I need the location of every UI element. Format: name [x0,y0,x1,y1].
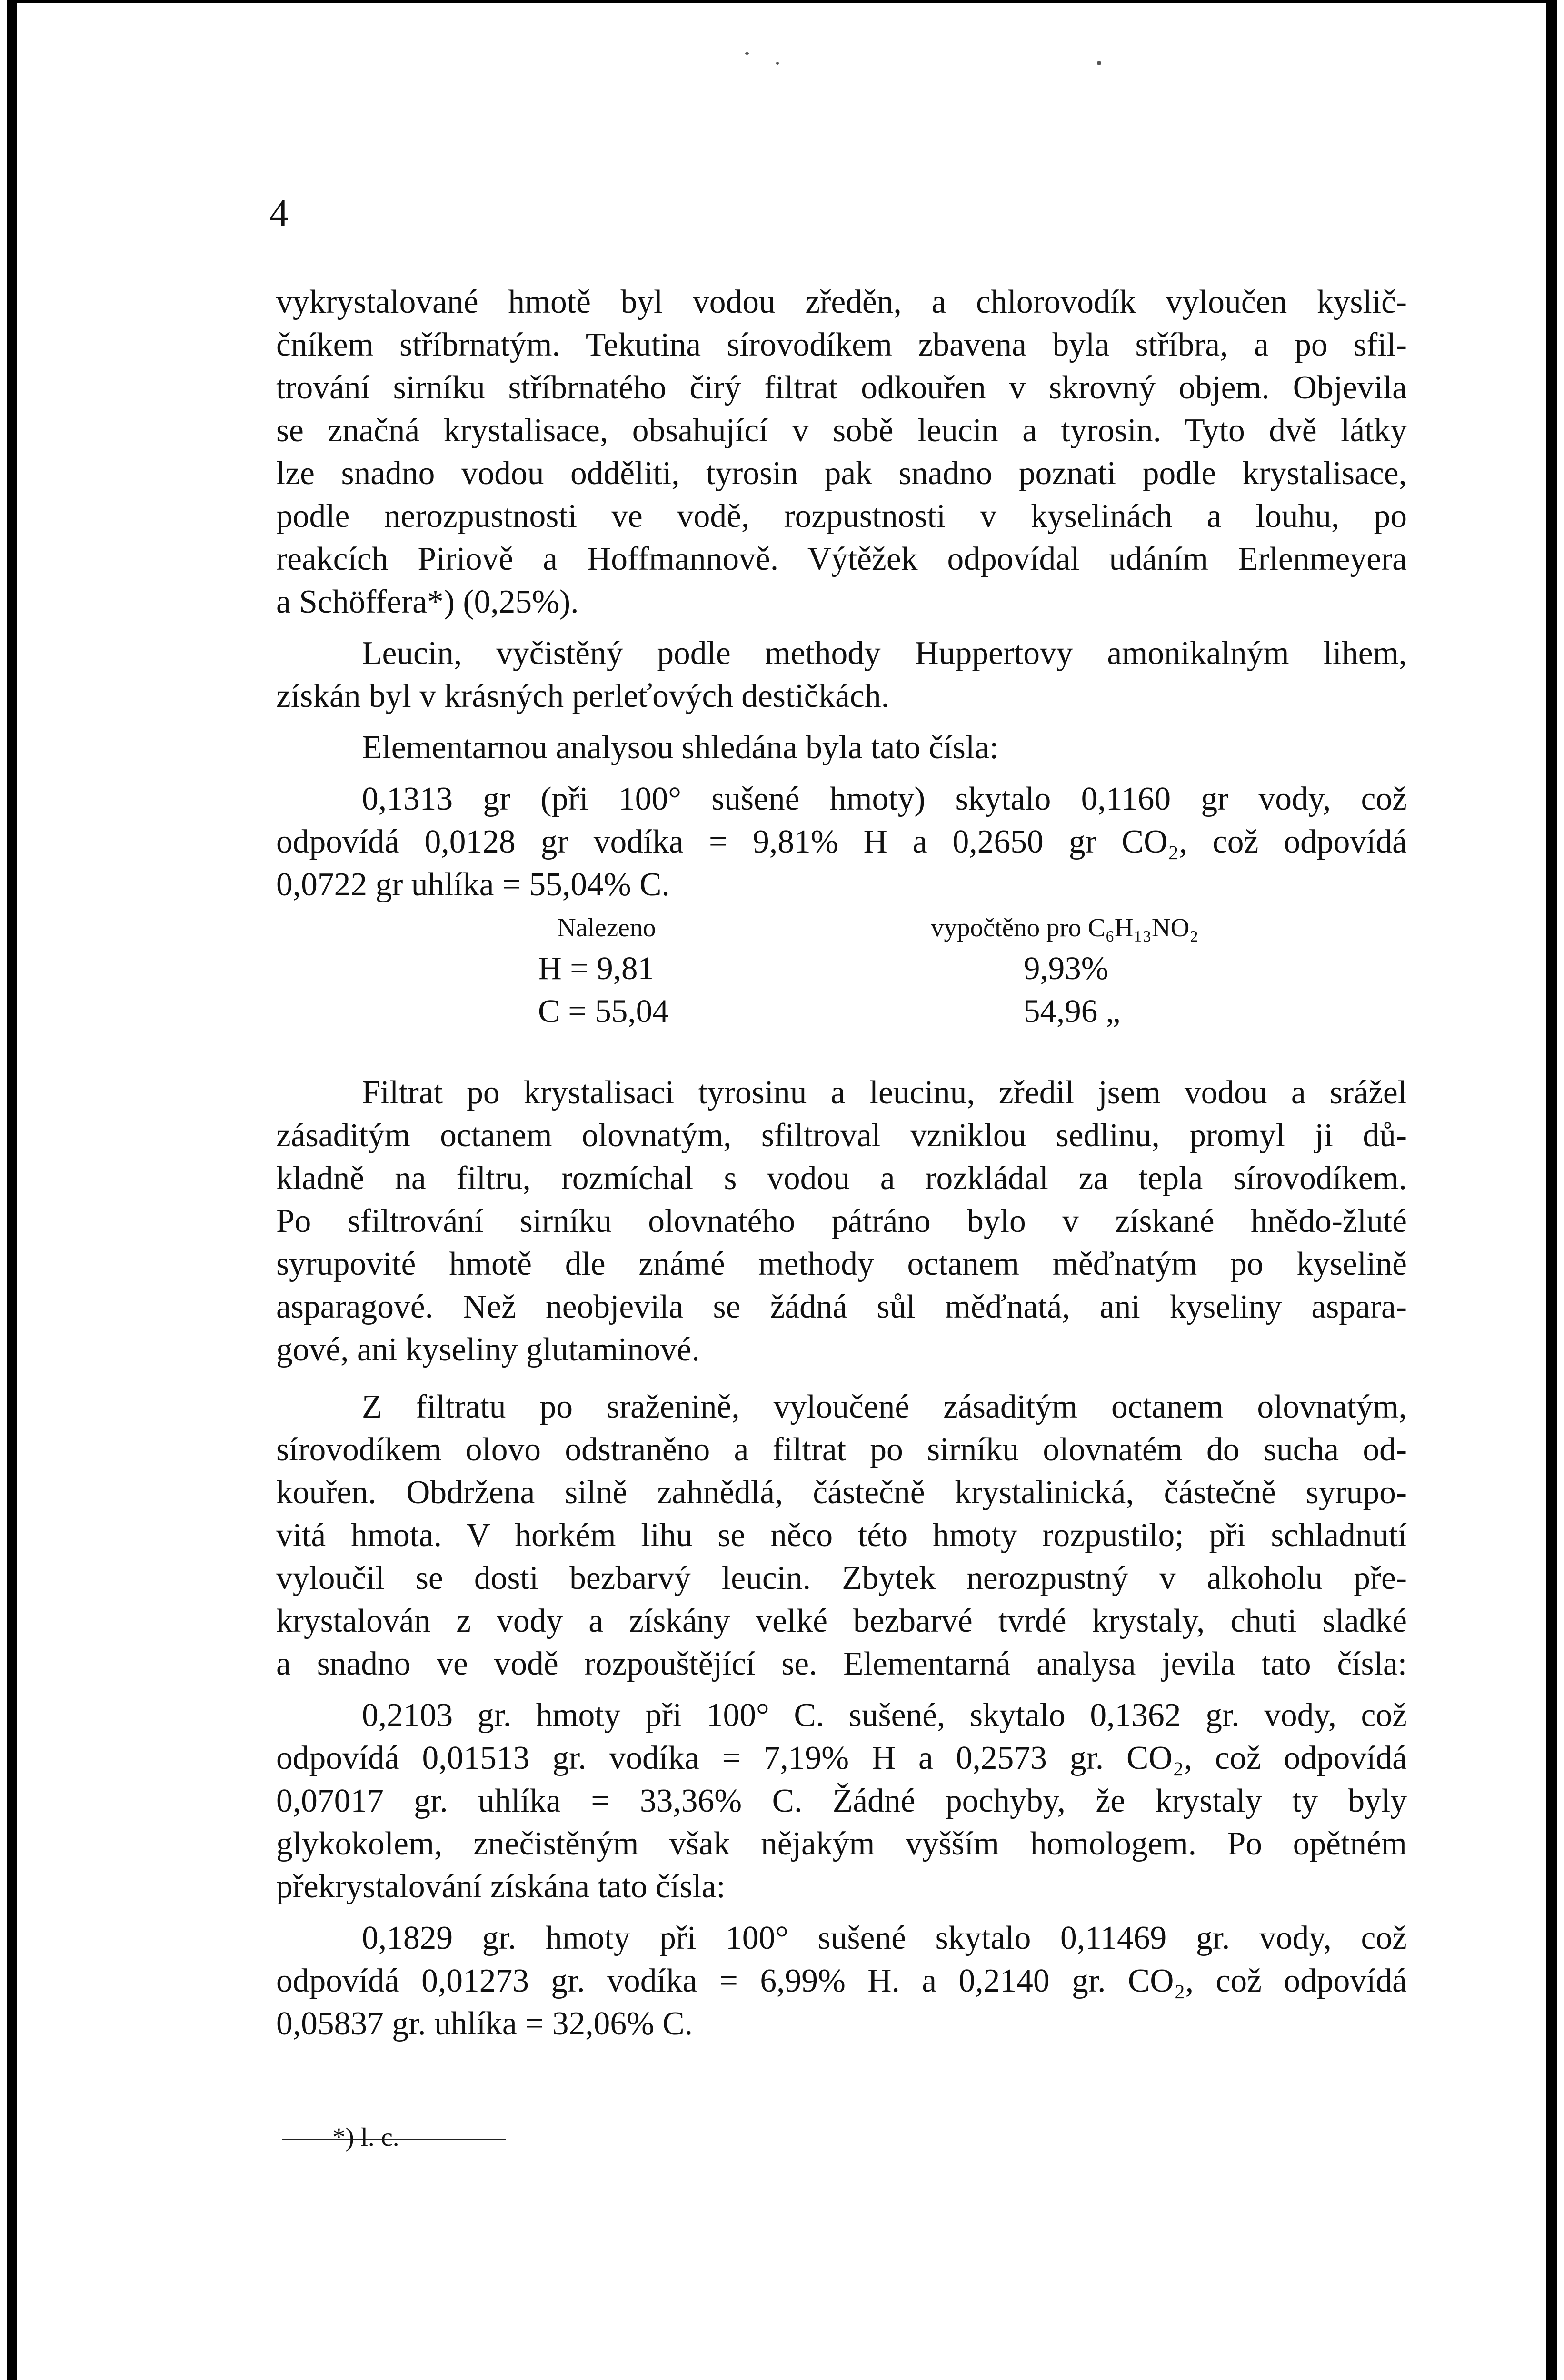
text-line: Elementarnou analysou shledána byla tato čísla: [362,729,999,766]
text-line: reakcích Piriově a Hoffmannově. Výtěžek odpovídal udáním Erlenmeyera [276,541,1407,577]
header-calculated: vypočtěno pro C₆H₁₃NO₂ [931,913,1199,942]
results-table [276,911,1407,1061]
text-line: odpovídá 0,01513 gr. vodíka = 7,19% H a 0,2573 gr. CO₂, což odpovídá [276,1740,1407,1776]
paragraph-8 [276,1917,1407,2045]
text-line: sírovodíkem olovo odstraněno a filtrat po sirníku olovnatém do sucha od- [276,1431,1407,1468]
text-line: vyloučil se dosti bezbarvý leucin. Zbytek nerozpustný v alkoholu pře- [276,1560,1407,1597]
text-line: 0,1829 gr. hmoty při 100° sušené skytalo 0,11469 gr. vody, což [362,1920,1407,1956]
text-line: čníkem stříbrnatým. Tekutina sírovodíkem zbavena byla stříbra, a po sfil- [276,327,1407,363]
text-line: 0,1313 gr (při 100° sušené hmoty) skytalo 0,1160 gr vody, což [362,781,1407,817]
paragraph-2 [276,632,1407,718]
text-line: asparagové. Než neobjevila se žádná sůl měďnatá, ani kyseliny aspara- [276,1289,1407,1325]
text-line: Po sfiltrování sirníku olovnatého pátráno bylo v získané hnědo-žluté [276,1203,1407,1240]
text-line: Z filtratu po sraženině, vyloučené zásaditým octanem olovnatým, [362,1388,1407,1425]
text-line: 0,07017 gr. uhlíka = 33,36% C. Žádné pochyby, že krystaly ty byly [276,1783,1407,1819]
text-line: odpovídá 0,01273 gr. vodíka = 6,99% H. a 0,2140 gr. CO₂, což odpovídá [276,1963,1407,1999]
text-line: Filtrat po krystalisaci tyrosinu a leucinu, zředil jsem vodou a srážel [362,1074,1407,1111]
footnote: *) l. c. [332,2122,399,2152]
paragraph-1 [276,281,1407,624]
text-line: syrupovité hmotě dle známé methody octanem měďnatým po kyselině [276,1246,1407,1282]
text-line: lze snadno vodou odděliti, tyrosin pak snadno poznati podle krystalisace, [276,455,1407,492]
document-body [276,281,1407,2045]
calc-carbon: 54,96 „ [1024,993,1121,1029]
text-line: se značná krystalisace, obsahující v sobě leucin a tyrosin. Tyto dvě látky [276,412,1407,449]
text-line: krystalován z vody a získány velké bezbarvé tvrdé krystaly, chuti sladké [276,1603,1407,1639]
paragraph-7 [276,1694,1407,1908]
header-found: Nalezeno [557,913,656,942]
found-carbon: C = 55,04 [538,993,669,1029]
paragraph-4 [276,778,1407,906]
text-line: odpovídá 0,0128 gr vodíka = 9,81% H a 0,2650 gr CO₂, což odpovídá [276,823,1407,860]
text-line: 0,05837 gr. uhlíka = 32,06% C. [276,2005,693,2042]
text-line: vykrystalované hmotě byl vodou zředěn, a chlorovodík vyloučen kyslič- [276,284,1407,320]
page-number: 4 [269,192,289,234]
text-line: zásaditým octanem olovnatým, sfiltroval vzniklou sedlinu, promyl ji dů- [276,1117,1407,1154]
paragraph-5 [276,1071,1407,1371]
text-line: glykokolem, znečistěným však nějakým vyšším homologem. Po opětném [276,1825,1407,1862]
text-line: a snadno ve vodě rozpouštějící se. Elementarná analysa jevila tato čísla: [276,1646,1407,1682]
paragraph-6 [276,1386,1407,1686]
text-line: a Schöffera*) (0,25%). [276,584,579,620]
text-line: Leucin, vyčistěný podle methody Huppertovy amonikalným lihem, [362,635,1407,672]
calc-hydrogen: 9,93% [1024,950,1109,986]
text-line: 0,0722 gr uhlíka = 55,04% C. [276,866,670,903]
text-line: kladně na filtru, rozmíchal s vodou a rozkládal za tepla sírovodíkem. [276,1160,1407,1197]
text-line: vitá hmota. V horkém lihu se něco této hmoty rozpustilo; při schladnutí [276,1517,1407,1554]
text-line: trování sirníku stříbrnatého čirý filtrat odkouřen v skrovný objem. Objevila [276,369,1407,406]
text-line: podle nerozpustnosti ve vodě, rozpustnosti v kyselinách a louhu, po [276,498,1407,535]
found-hydrogen: H = 9,81 [538,950,654,986]
text-line: kouřen. Obdržena silně zahnědlá, částečně krystalinická, částečně syrupo- [276,1474,1407,1511]
text-line: překrystalování získána tato čísla: [276,1868,726,1905]
text-line: 0,2103 gr. hmoty při 100° C. sušené, skytalo 0,1362 gr. vody, což [362,1697,1407,1734]
paragraph-3 [276,726,1407,769]
text-line: získán byl v krásných perleťových destičkách. [276,678,889,714]
text-line: gové, ani kyseliny glutaminové. [276,1331,700,1368]
